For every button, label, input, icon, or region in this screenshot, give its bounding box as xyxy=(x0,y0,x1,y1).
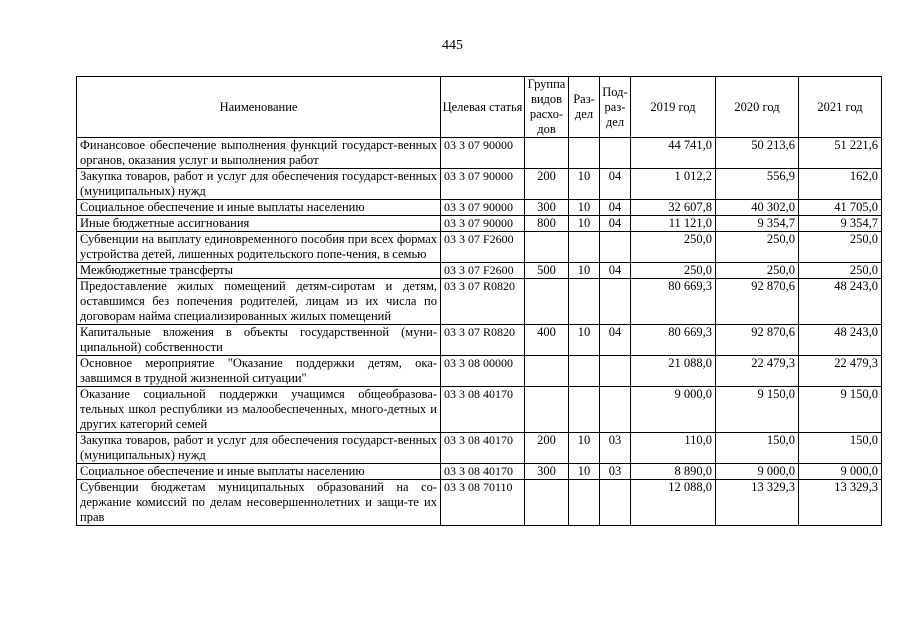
cell-subsection: 04 xyxy=(600,169,631,200)
cell-target: 03 3 07 90000 xyxy=(441,200,525,216)
cell-name: Закупка товаров, работ и услуг для обеспечения государст-венных (муниципальных) нужд xyxy=(77,169,441,200)
cell-name: Социальное обеспечение и иные выплаты населению xyxy=(77,464,441,480)
cell-2021: 48 243,0 xyxy=(799,279,882,325)
cell-2021: 22 479,3 xyxy=(799,356,882,387)
table-row xyxy=(77,325,882,356)
cell-2021: 9 150,0 xyxy=(799,387,882,433)
cell-target: 03 3 08 40170 xyxy=(441,464,525,480)
header-2021: 2021 год xyxy=(799,77,882,138)
cell-2019: 32 607,8 xyxy=(631,200,716,216)
cell-name: Оказание социальной поддержки учащимся общеобразова-тельных школ республики из малообеспеченных, много-детных и других категорий семей xyxy=(77,387,441,433)
cell-2019: 11 121,0 xyxy=(631,216,716,232)
cell-section: 10 xyxy=(569,263,600,279)
cell-name: Основное мероприятие "Оказание поддержки детям, ока-завшимся в трудной жизненной ситуации" xyxy=(77,356,441,387)
cell-2020: 9 354,7 xyxy=(716,216,799,232)
cell-2020: 150,0 xyxy=(716,433,799,464)
cell-group xyxy=(525,356,569,387)
cell-subsection xyxy=(600,232,631,263)
header-group: Группа видов расхо-дов xyxy=(525,77,569,138)
table-row xyxy=(77,356,882,387)
header-subsection: Под-раз-дел xyxy=(600,77,631,138)
cell-group xyxy=(525,480,569,526)
cell-2020: 22 479,3 xyxy=(716,356,799,387)
cell-target: 03 3 07 90000 xyxy=(441,138,525,169)
cell-group xyxy=(525,138,569,169)
cell-section xyxy=(569,387,600,433)
cell-2019: 110,0 xyxy=(631,433,716,464)
cell-section: 10 xyxy=(569,433,600,464)
cell-name: Капитальные вложения в объекты государственной (муни-ципальной) собственности xyxy=(77,325,441,356)
cell-2020: 556,9 xyxy=(716,169,799,200)
cell-subsection: 04 xyxy=(600,200,631,216)
cell-section xyxy=(569,356,600,387)
cell-target: 03 3 08 00000 xyxy=(441,356,525,387)
cell-section: 10 xyxy=(569,169,600,200)
cell-2021: 9 354,7 xyxy=(799,216,882,232)
cell-section xyxy=(569,232,600,263)
cell-2019: 250,0 xyxy=(631,263,716,279)
cell-section xyxy=(569,480,600,526)
cell-name: Социальное обеспечение и иные выплаты населению xyxy=(77,200,441,216)
cell-subsection xyxy=(600,356,631,387)
table-row xyxy=(77,279,882,325)
cell-target: 03 3 08 40170 xyxy=(441,433,525,464)
cell-section: 10 xyxy=(569,325,600,356)
cell-2021: 41 705,0 xyxy=(799,200,882,216)
cell-subsection: 04 xyxy=(600,216,631,232)
table-body xyxy=(77,138,882,526)
table-row xyxy=(77,263,882,279)
cell-2020: 40 302,0 xyxy=(716,200,799,216)
header-section: Раз-дел xyxy=(569,77,600,138)
page-number: 445 xyxy=(442,38,463,53)
cell-target: 03 3 08 40170 xyxy=(441,387,525,433)
cell-section xyxy=(569,138,600,169)
table-row xyxy=(77,200,882,216)
cell-name: Иные бюджетные ассигнования xyxy=(77,216,441,232)
cell-group: 200 xyxy=(525,433,569,464)
cell-name: Предоставление жилых помещений детям-сиротам и детям, оставшимся без попечения родителей, лицам из их числа по договорам найма специализированных жилых помещений xyxy=(77,279,441,325)
cell-2021: 162,0 xyxy=(799,169,882,200)
cell-target: 03 3 07 90000 xyxy=(441,216,525,232)
cell-subsection xyxy=(600,279,631,325)
cell-2019: 80 669,3 xyxy=(631,325,716,356)
cell-group: 500 xyxy=(525,263,569,279)
table-row xyxy=(77,387,882,433)
cell-target: 03 3 07 F2600 xyxy=(441,263,525,279)
cell-2020: 9 000,0 xyxy=(716,464,799,480)
cell-target: 03 3 07 F2600 xyxy=(441,232,525,263)
cell-section: 10 xyxy=(569,200,600,216)
cell-subsection: 04 xyxy=(600,325,631,356)
cell-target: 03 3 07 90000 xyxy=(441,169,525,200)
cell-name: Закупка товаров, работ и услуг для обеспечения государст-венных (муниципальных) нужд xyxy=(77,433,441,464)
cell-2020: 50 213,6 xyxy=(716,138,799,169)
table-row xyxy=(77,232,882,263)
table-row xyxy=(77,480,882,526)
cell-2019: 12 088,0 xyxy=(631,480,716,526)
cell-group: 200 xyxy=(525,169,569,200)
cell-group: 300 xyxy=(525,464,569,480)
table-row xyxy=(77,464,882,480)
cell-name: Субвенции на выплату единовременного пособия при всех формах устройства детей, лишенных родительского попе-чения, в семью xyxy=(77,232,441,263)
cell-2021: 150,0 xyxy=(799,433,882,464)
cell-2019: 21 088,0 xyxy=(631,356,716,387)
cell-group: 400 xyxy=(525,325,569,356)
cell-group: 800 xyxy=(525,216,569,232)
cell-2021: 48 243,0 xyxy=(799,325,882,356)
cell-2021: 13 329,3 xyxy=(799,480,882,526)
cell-2021: 9 000,0 xyxy=(799,464,882,480)
header-target: Целевая статья xyxy=(441,77,525,138)
cell-target: 03 3 07 R0820 xyxy=(441,325,525,356)
cell-group xyxy=(525,232,569,263)
header-name: Наименование xyxy=(77,77,441,138)
cell-target: 03 3 08 70110 xyxy=(441,480,525,526)
cell-2019: 9 000,0 xyxy=(631,387,716,433)
cell-2019: 1 012,2 xyxy=(631,169,716,200)
header-2020: 2020 год xyxy=(716,77,799,138)
cell-2019: 250,0 xyxy=(631,232,716,263)
table-row xyxy=(77,169,882,200)
budget-table xyxy=(76,76,882,526)
cell-2021: 250,0 xyxy=(799,263,882,279)
header-2019: 2019 год xyxy=(631,77,716,138)
table-row xyxy=(77,433,882,464)
table-row xyxy=(77,138,882,169)
cell-2020: 92 870,6 xyxy=(716,325,799,356)
cell-2019: 80 669,3 xyxy=(631,279,716,325)
cell-2020: 92 870,6 xyxy=(716,279,799,325)
cell-subsection: 04 xyxy=(600,263,631,279)
cell-2019: 44 741,0 xyxy=(631,138,716,169)
cell-section xyxy=(569,279,600,325)
cell-subsection xyxy=(600,480,631,526)
table-row xyxy=(77,216,882,232)
cell-subsection xyxy=(600,387,631,433)
cell-2021: 51 221,6 xyxy=(799,138,882,169)
cell-2020: 250,0 xyxy=(716,263,799,279)
header-row xyxy=(77,77,882,138)
cell-2020: 250,0 xyxy=(716,232,799,263)
cell-group: 300 xyxy=(525,200,569,216)
cell-subsection xyxy=(600,138,631,169)
cell-group xyxy=(525,279,569,325)
cell-section: 10 xyxy=(569,464,600,480)
cell-subsection: 03 xyxy=(600,433,631,464)
cell-name: Субвенции бюджетам муниципальных образований на со-держание комиссий по делам несовершеннолетних и защи-те их прав xyxy=(77,480,441,526)
cell-name: Финансовое обеспечение выполнения функций государст-венных органов, оказания услуг и выполнения работ xyxy=(77,138,441,169)
cell-2020: 13 329,3 xyxy=(716,480,799,526)
cell-group xyxy=(525,387,569,433)
cell-name: Межбюджетные трансферты xyxy=(77,263,441,279)
cell-2021: 250,0 xyxy=(799,232,882,263)
cell-2020: 9 150,0 xyxy=(716,387,799,433)
cell-target: 03 3 07 R0820 xyxy=(441,279,525,325)
cell-subsection: 03 xyxy=(600,464,631,480)
cell-2019: 8 890,0 xyxy=(631,464,716,480)
cell-section: 10 xyxy=(569,216,600,232)
